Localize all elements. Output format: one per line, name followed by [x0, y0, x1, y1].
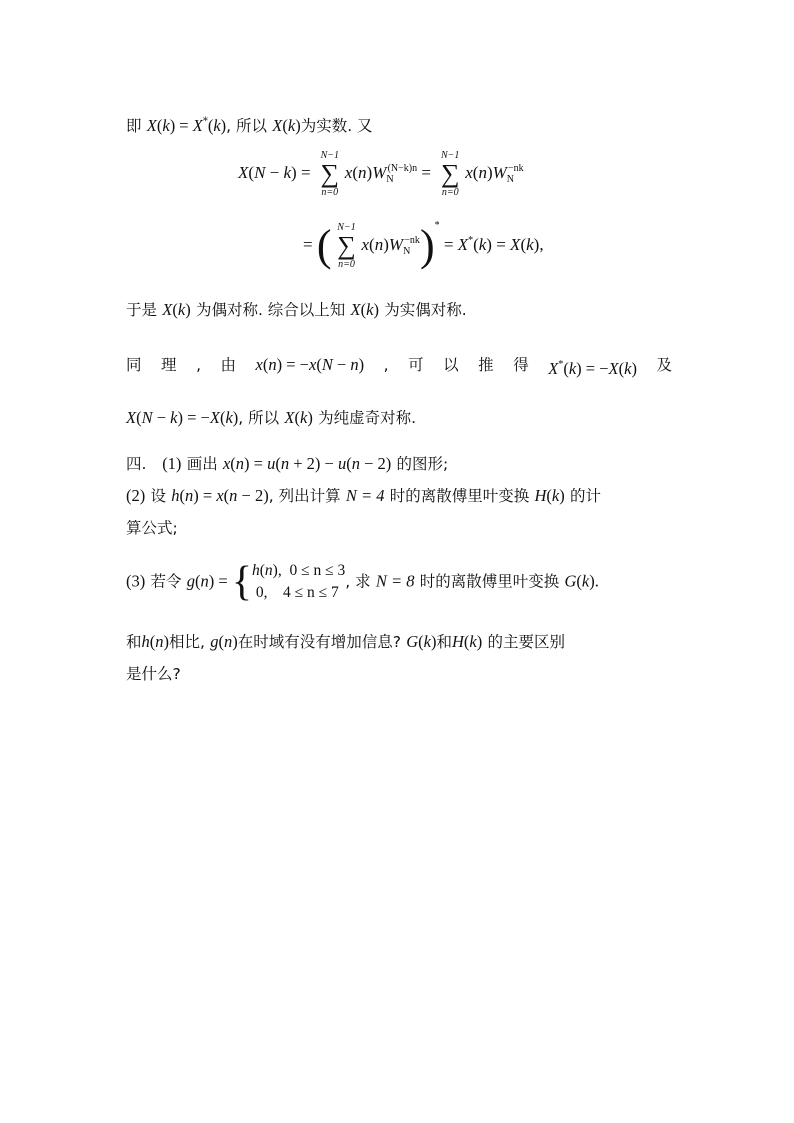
part-number: (2)	[126, 486, 146, 505]
text: 设	[150, 487, 167, 505]
text: 画出	[186, 455, 218, 473]
text: 相比,	[169, 633, 205, 651]
text: 以	[443, 356, 459, 374]
math: N = 4	[345, 486, 385, 505]
text: 为实偶对称.	[384, 301, 467, 319]
text: 是什么?	[126, 665, 181, 683]
text: 推	[478, 356, 494, 374]
math: N = 8	[375, 571, 415, 591]
q4-part-4: 和h(n)相比, g(n)在时域有没有增加信息? G(k)和H(k) 的主要区别	[126, 632, 565, 651]
equation-2: = ( N−1 ∑ n=0 $x(n)W_N^{-nk})^* = X^*(k) = X(k)$,	[303, 220, 544, 271]
q4-part-1: 四. (1) 画出 x(n) = u(n + 2) − u(n − 2) 的图形;	[126, 454, 449, 473]
text-line-1: 即 X(k) = X*(k), 所以 X(k)为实数. 又	[126, 116, 373, 135]
text-line-2: 于是 X(k) 为偶对称. 综合以上知 X(k) 为实偶对称.	[126, 300, 467, 319]
text-line-4: X(N − k) = −X(k), 所以 X(k) 为纯虚奇对称.	[126, 408, 416, 427]
text: 算公式;	[126, 519, 178, 537]
text: 于是	[126, 301, 158, 319]
text: 在时域有没有增加信息?	[237, 633, 401, 651]
question-label: 四.	[126, 455, 147, 473]
text: 时的离散傅里叶变换	[389, 487, 530, 505]
text-line-3: 同 理 , 由 x(n) = −x(N − n) , 可 以 推 得 X*(k) = −X(k) 及	[126, 353, 672, 381]
text: , 所以	[226, 117, 268, 135]
text: 的主要区别	[487, 633, 565, 651]
text: 若令	[150, 572, 182, 591]
text: , 求	[345, 572, 371, 591]
q4-part-4-cont	[126, 662, 672, 686]
text: 和	[436, 633, 452, 651]
text: 同	[126, 356, 142, 374]
text: 得	[513, 356, 529, 374]
text: 理	[161, 356, 177, 374]
text: 为偶对称. 综合以上知	[195, 301, 346, 319]
equation-1: X(N − k) = N−1 ∑ n=0 $x(n)W_N^{(N-k)n}$ = N−1 ∑ n=0 $x(n)W_N^{-nk}$	[238, 150, 524, 198]
text: 及	[656, 356, 672, 374]
part-number: (1)	[162, 454, 182, 473]
text: 时的离散傅里叶变换	[419, 572, 560, 591]
text: .	[594, 571, 599, 591]
text: 由	[220, 356, 237, 374]
text: 的图形;	[396, 455, 449, 473]
text: 的计	[569, 487, 601, 505]
math: 0 ≤ n ≤ 3	[289, 562, 346, 579]
math: X	[146, 116, 157, 135]
math: 4 ≤ n ≤ 7	[283, 584, 339, 601]
text: , 列出计算	[268, 487, 341, 505]
math: 0,	[255, 584, 268, 601]
text: 即	[126, 117, 142, 135]
q4-part-2-cont	[126, 516, 672, 540]
q4-part-2: (2) 设 h(n) = x(n − 2), 列出计算 N = 4 时的离散傅里叶变换 H(k) 的计	[126, 486, 601, 505]
text: 可	[408, 356, 424, 374]
q4-part-3: (3) 若令 g(n) = { h(n), 0 ≤ n ≤ 3 0, 4 ≤ n ≤ 7 , 求 N = 8 时的离散傅里叶变换 G(k).	[126, 559, 599, 605]
part-number: (3)	[126, 571, 146, 591]
text: 和	[126, 633, 142, 651]
text: 为实数. 又	[300, 117, 373, 135]
text: , 所以	[238, 409, 280, 427]
text: 为纯虚奇对称.	[318, 409, 416, 427]
